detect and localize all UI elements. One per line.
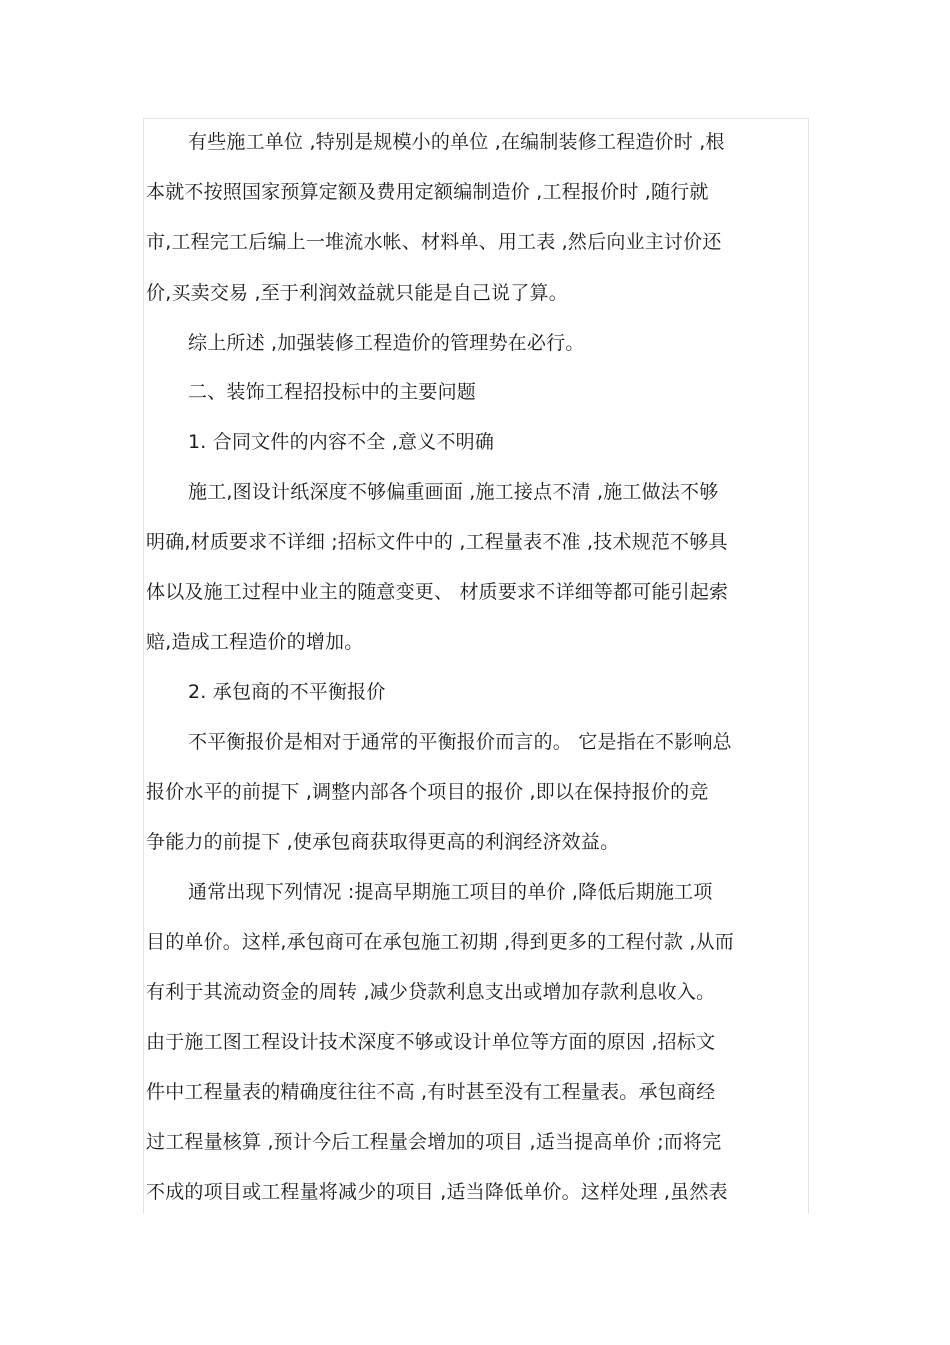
text-line: 件中工程量表的精确度往往不高 ,有时甚至没有工程量表。承包商经: [146, 1081, 716, 1103]
text-line: 争能力的前提下 ,使承包商获取得更高的利润经济效益。: [146, 831, 620, 853]
text-line: 通常出现下列情况 :提高早期施工项目的单价 ,降低后期施工项: [188, 881, 713, 903]
section-heading: 二、装饰工程招投标中的主要问题: [188, 381, 477, 403]
text-line: 体以及施工过程中业主的随意变更、 材质要求不详细等都可能引起索: [146, 581, 729, 603]
text-line: 有些施工单位 ,特别是规模小的单位 ,在编制装修工程造价时 ,根: [188, 131, 725, 153]
text-line: 市,工程完工后编上一堆流水帐、材料单、用工表 ,然后向业主讨价还: [146, 231, 722, 253]
text-line: 明确,材质要求不详细 ;招标文件中的 ,工程量表不准 ,技术规范不够具: [146, 531, 728, 553]
text-line: 赔,造成工程造价的增加。: [146, 631, 364, 653]
text-line: 不成的项目或工程量将减少的项目 ,适当降低单价。这样处理 ,虽然表: [146, 1181, 728, 1203]
text-line: 综上所述 ,加强装修工程造价的管理势在必行。: [188, 332, 585, 354]
text-line: 价,买卖交易 ,至于利润效益就只能是自己说了算。: [146, 282, 568, 304]
text-line: 过工程量核算 ,预计今后工程量会增加的项目 ,适当提高单价 ;而将完: [146, 1131, 722, 1153]
text-line: 本就不按照国家预算定额及费用定额编制造价 ,工程报价时 ,随行就: [146, 181, 709, 203]
subsection-heading: 2. 承包商的不平衡报价: [188, 681, 386, 703]
subsection-heading: 1. 合同文件的内容不全 ,意义不明确: [188, 431, 495, 453]
text-line: 目的单价。这样,承包商可在承包施工初期 ,得到更多的工程付款 ,从而: [146, 931, 734, 953]
text-line: 不平衡报价是相对于通常的平衡报价而言的。 它是指在不影响总: [188, 731, 732, 753]
text-line: 施工,图设计纸深度不够偏重画面 ,施工接点不清 ,施工做法不够: [188, 481, 719, 503]
text-line: 由于施工图工程设计技术深度不够或设计单位等方面的原因 ,招标文: [146, 1031, 716, 1053]
text-line: 报价水平的前提下 ,调整内部各个项目的报价 ,即以在保持报价的竞: [146, 781, 709, 803]
text-line: 有利于其流动资金的周转 ,减少贷款利息支出或增加存款利息收入。: [146, 981, 716, 1003]
